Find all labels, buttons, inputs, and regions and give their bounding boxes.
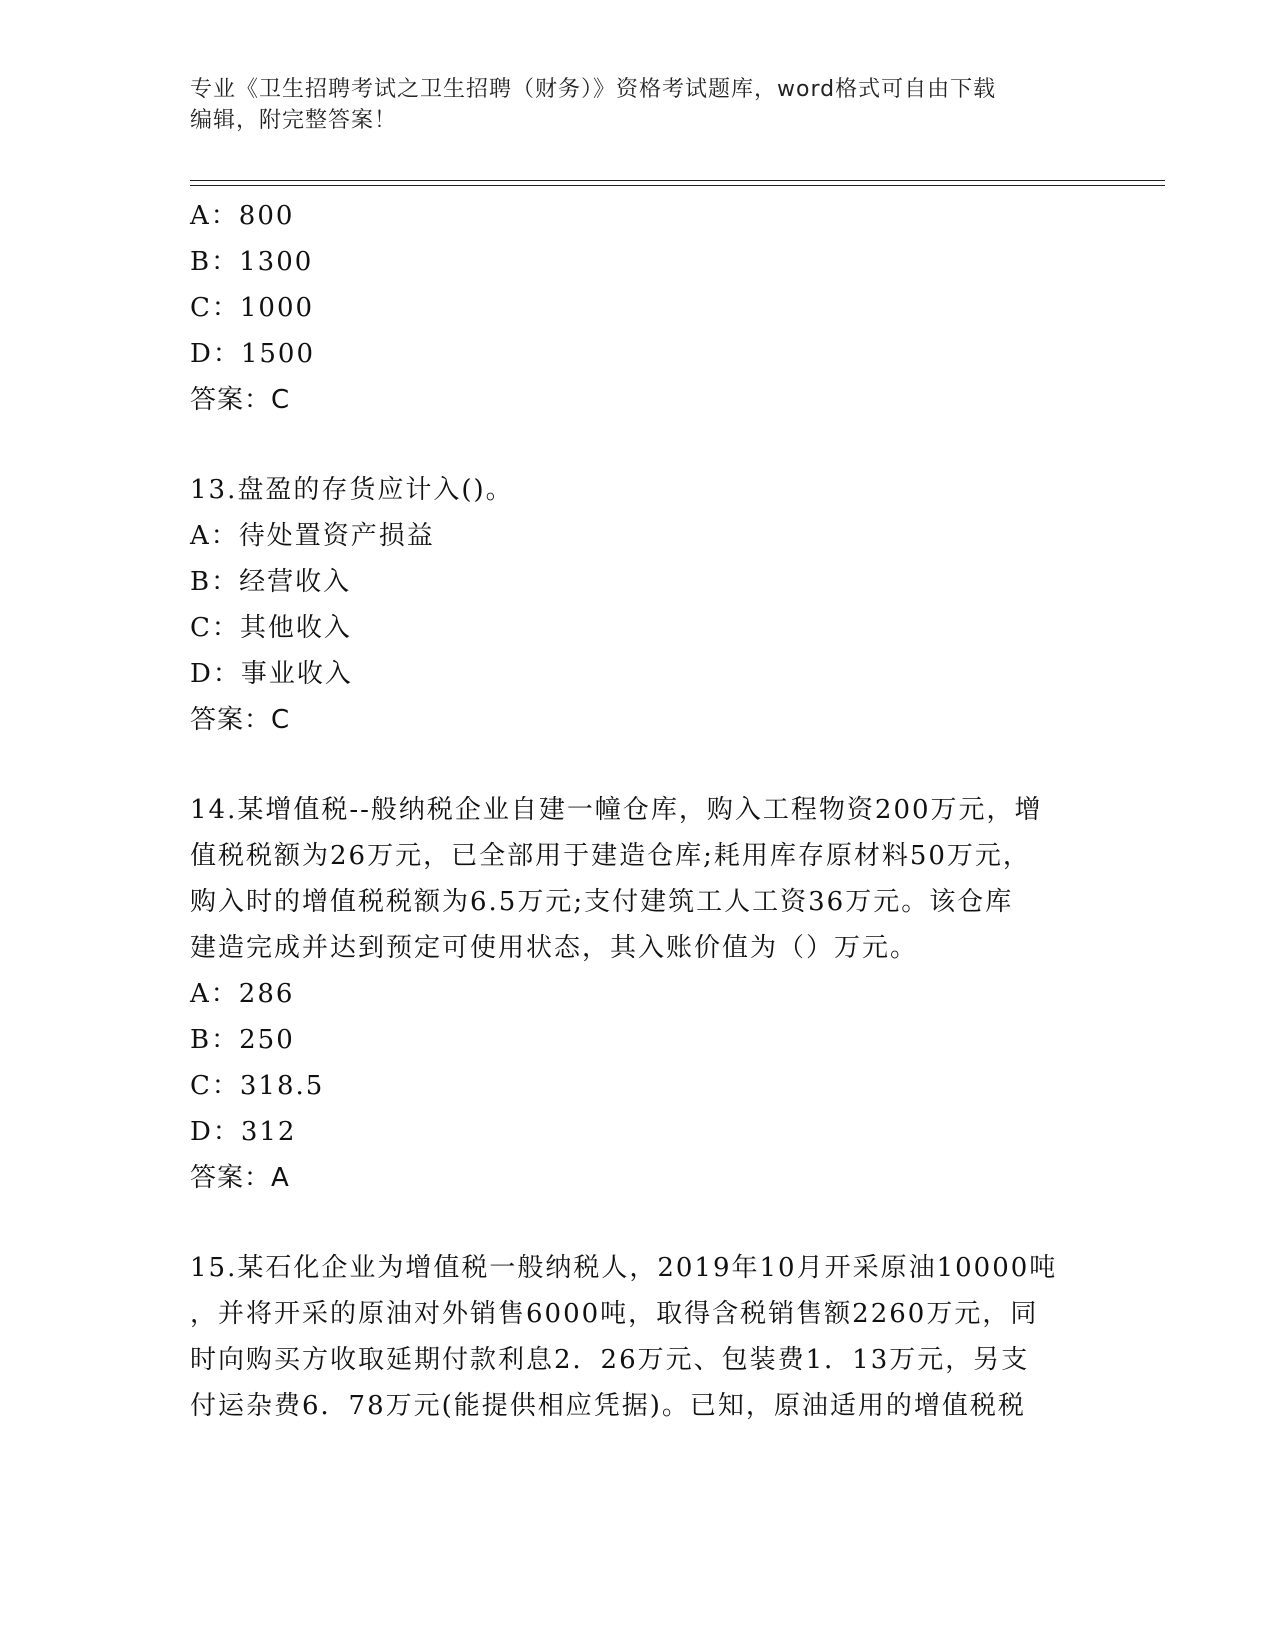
question-stem-line-1: 14.某增值税--般纳税企业自建一幢仓库，购入工程物资200万元，增	[190, 795, 1043, 825]
question-stem: 13.盘盈的存货应计入()。	[190, 475, 514, 505]
header-divider-bottom	[190, 185, 1165, 186]
option-c: C：318.5	[190, 1071, 325, 1101]
question-stem-line-2: 值税税额为26万元，已全部用于建造仓库;耗用库存原材料50万元，	[190, 841, 1031, 871]
question-stem-line-4: 建造完成并达到预定可使用状态，其入账价值为（）万元。	[190, 933, 919, 963]
option-d: D：312	[190, 1117, 297, 1147]
question-stem-line-3: 购入时的增值税税额为6.5万元;支付建筑工人工资36万元。该仓库	[190, 887, 1014, 917]
option-c: C：1000	[190, 293, 315, 323]
header-divider-top	[190, 180, 1165, 181]
question-15	[190, 1245, 1100, 1429]
question-13	[190, 467, 1100, 743]
answer-line: 答案：C	[190, 385, 291, 415]
header-line-2: 编辑，附完整答案！	[190, 108, 398, 133]
option-b: B：1300	[190, 247, 314, 277]
option-d: D：1500	[190, 339, 316, 369]
document-header	[190, 74, 1090, 136]
question-14	[190, 787, 1100, 1201]
option-b: B：250	[190, 1025, 295, 1055]
question-stem-line-4: 付运杂费6．78万元(能提供相应凭据)。已知，原油适用的增值税税	[190, 1391, 1026, 1421]
question-list	[190, 193, 1100, 1429]
question-stem-line-2: ，并将开采的原油对外销售6000吨，取得含税销售额2260万元，同	[190, 1299, 1039, 1329]
answer-line: 答案：A	[190, 1163, 290, 1193]
answer-line: 答案：C	[190, 705, 291, 735]
option-d: D：事业收入	[190, 659, 353, 689]
option-a: A：待处置资产损益	[190, 521, 435, 551]
option-b: B：经营收入	[190, 567, 352, 597]
question-12	[190, 193, 1100, 423]
option-a: A：286	[190, 979, 295, 1009]
option-a: A：800	[190, 201, 295, 231]
question-stem-line-1: 15.某石化企业为增值税一般纳税人，2019年10月开采原油10000吨	[190, 1253, 1058, 1283]
header-line-1: 专业《卫生招聘考试之卫生招聘（财务）》资格考试题库，word格式可自由下载	[190, 77, 997, 102]
option-c: C：其他收入	[190, 613, 352, 643]
question-stem-line-3: 时向购买方收取延期付款利息2．26万元、包装费1．13万元，另支	[190, 1345, 1030, 1375]
